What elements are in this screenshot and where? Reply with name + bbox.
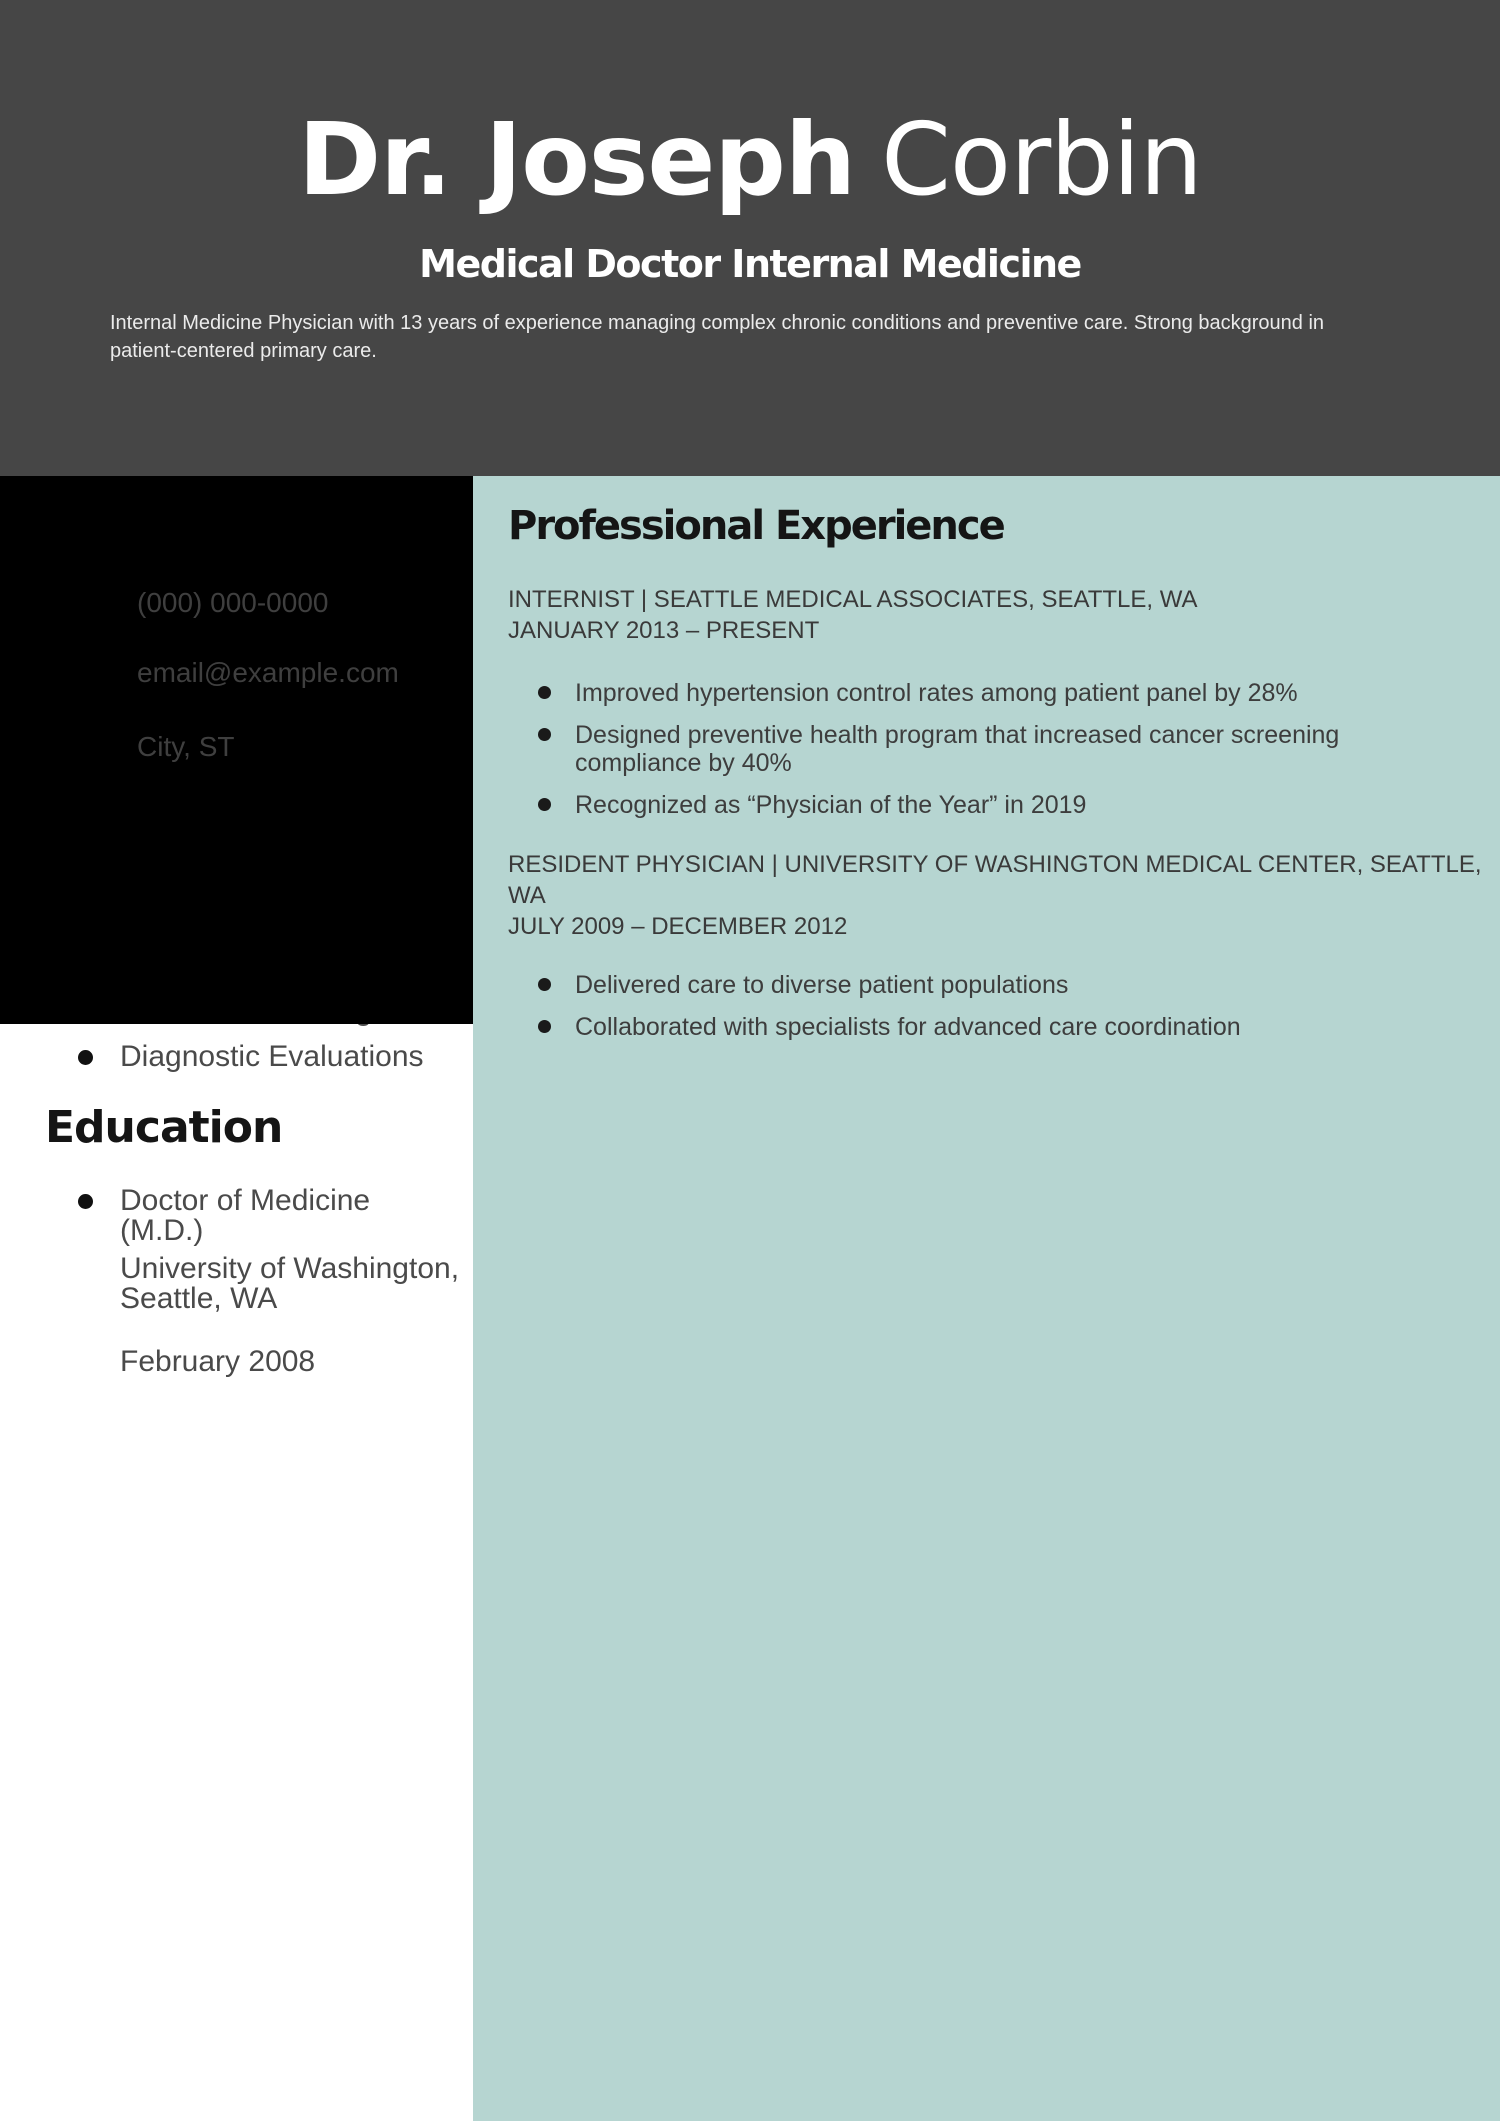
job-1-dates: JANUARY 2013 – PRESENT	[508, 617, 820, 644]
bullet-dot	[78, 1050, 93, 1065]
skill-label: Diagnostic Evaluations	[120, 1040, 424, 1073]
contact-email: email@example.com	[137, 657, 399, 688]
contact-phone: (000) 000-0000	[137, 587, 329, 618]
job-1-header	[508, 584, 1483, 646]
education-degree: Doctor of Medicine (M.D.)	[120, 1184, 371, 1247]
contact-location: City, ST	[137, 731, 235, 762]
bullet-item	[538, 971, 1468, 999]
candidate-name-last: Corbin	[881, 101, 1202, 218]
bullet-item	[538, 721, 1468, 777]
education-date: February 2008	[120, 1345, 316, 1378]
bullet-dot	[538, 798, 551, 811]
job-2-header	[508, 849, 1483, 942]
bullet-dot	[538, 978, 551, 991]
header	[0, 0, 1500, 476]
job-1-title: INTERNIST | SEATTLE MEDICAL ASSOCIATES, SEATTLE, WA	[508, 586, 1198, 613]
bullet-text: Designed preventive health program that increased cancer screening compliance by 40%	[575, 721, 1340, 777]
education-school-line2: Seattle, WA	[120, 1282, 278, 1315]
job-2-bullets	[538, 971, 1468, 1055]
skill-item-diagnostic-evaluations	[78, 1042, 458, 1072]
education-school	[120, 1254, 460, 1314]
candidate-name	[0, 101, 1500, 218]
experience-panel	[473, 476, 1500, 2121]
education-school-line1: University of Washington,	[120, 1252, 460, 1285]
education-degree-item	[78, 1186, 458, 1246]
bullet-text: Improved hypertension control rates among patient panel by 28%	[575, 679, 1298, 707]
bullet-text: Delivered care to diverse patient populations	[575, 971, 1069, 999]
candidate-job-title: Medical Doctor Internal Medicine	[419, 242, 1081, 286]
education-heading: Education	[45, 1102, 283, 1153]
summary-text: Internal Medicine Physician with 13 years of experience managing complex chronic conditions and preventive care. Strong background in patient-centered primary care.	[110, 312, 1325, 362]
bullet-text: Collaborated with specialists for advanced care coordination	[575, 1013, 1241, 1041]
contact-panel	[0, 476, 473, 1024]
bullet-dot	[538, 1020, 551, 1033]
job-2-dates: JULY 2009 – DECEMBER 2012	[508, 913, 848, 940]
bullet-dot	[538, 686, 551, 699]
bullet-item	[538, 791, 1468, 819]
candidate-name-first: Dr. Joseph	[298, 101, 856, 218]
bullet-item	[538, 1013, 1468, 1041]
job-1-bullets	[538, 679, 1468, 833]
bullet-text: Recognized as “Physician of the Year” in 2019	[575, 791, 1087, 819]
job-2-title: RESIDENT PHYSICIAN | UNIVERSITY OF WASHINGTON MEDICAL CENTER, SEATTLE, WA	[508, 851, 1482, 909]
experience-heading: Professional Experience	[508, 503, 1004, 549]
bullet-dot	[78, 1194, 93, 1209]
bullet-item	[538, 679, 1468, 707]
bullet-dot	[538, 728, 551, 741]
